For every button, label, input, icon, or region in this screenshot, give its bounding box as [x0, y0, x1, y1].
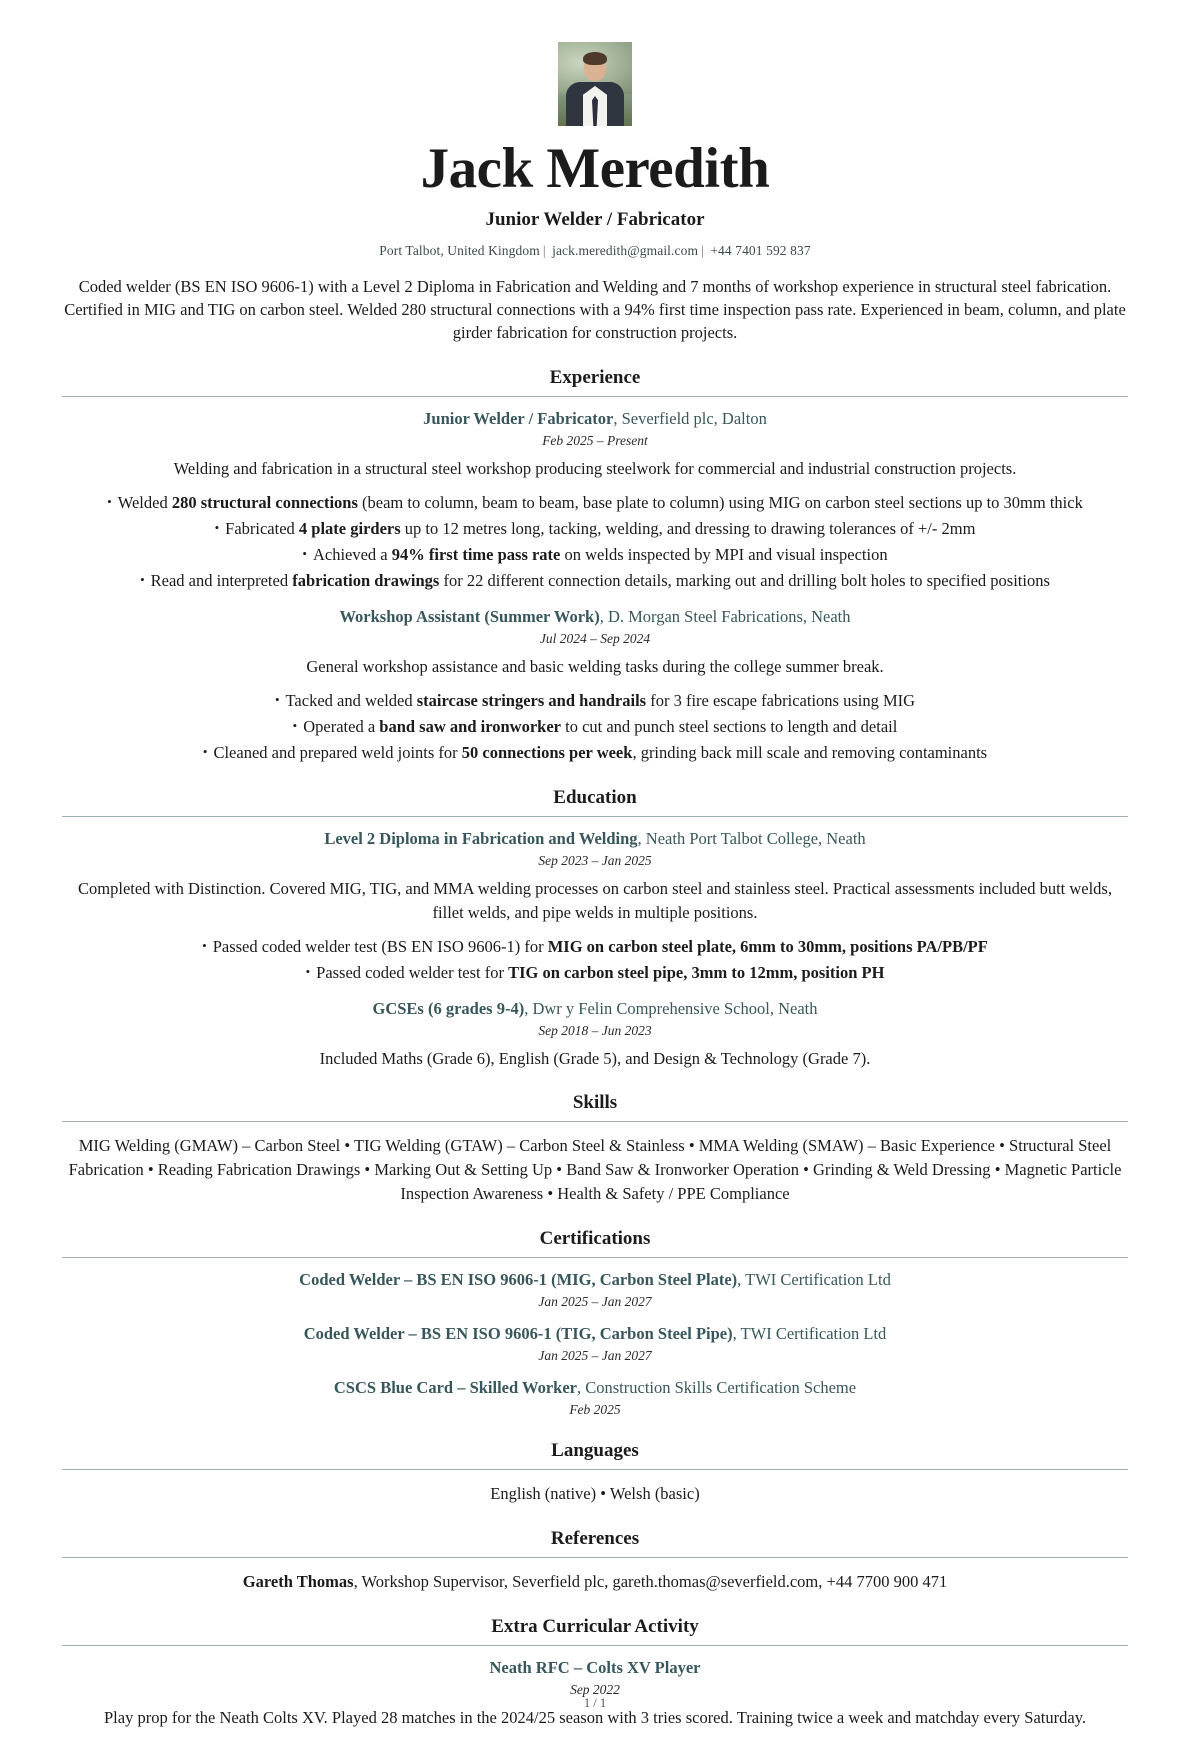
entry-role: GCSEs (6 grades 9-4): [372, 998, 525, 1018]
list-separator: •: [990, 1160, 1005, 1180]
section-education: [62, 787, 1128, 1070]
list-item: Magnetic Particle Inspection Awareness: [400, 1160, 1122, 1204]
photo-hair: [583, 52, 607, 65]
entry-description: Play prop for the Neath Colts XV. Played 28 matches in the 2024/25 season with 3 tries scored. Training twice a week and matchday every Saturday.: [104, 1707, 1086, 1727]
list-separator: •: [552, 1160, 567, 1180]
section-extra-curricular: [62, 1616, 1128, 1729]
reference-entry: [62, 1570, 1128, 1594]
bullet-text-post: (beam to column, beam to beam, base plate to column) using MIG on carbon steel sections up to 30mm thick: [357, 493, 1083, 513]
entry-organisation: , Severfield plc, Dalton: [613, 408, 767, 428]
entry: [62, 1378, 1128, 1418]
list-separator: •: [798, 1160, 813, 1180]
entry-date: Jul 2024 – Sep 2024: [539, 630, 651, 646]
entry-organisation: , Dwr y Felin Comprehensive School, Neath: [524, 998, 818, 1018]
reference-details: , Workshop Supervisor, Severfield plc, gareth.thomas@severfield.com, +44 7700 900 471: [353, 1571, 948, 1591]
contact-separator-1: |: [542, 242, 546, 258]
bullet-text-post: up to 12 metres long, tacking, welding, and dressing to drawing tolerances of +/- 2mm: [400, 519, 976, 539]
entry-bullet: [62, 715, 1128, 739]
list-item: Band Saw & Ironworker Operation: [566, 1160, 799, 1180]
list-item: Health & Safety / PPE Compliance: [557, 1184, 790, 1204]
entry-organisation: , D. Morgan Steel Fabrications, Neath: [599, 606, 851, 626]
list-separator: •: [340, 1136, 354, 1156]
bullet-text-post: for 3 fire escape fabrications using MIG: [646, 691, 916, 711]
entry-bullet-list: [62, 935, 1128, 985]
section-divider: [62, 1257, 1128, 1258]
entry: [62, 409, 1128, 593]
entry: [62, 607, 1128, 765]
section-certifications: [62, 1228, 1128, 1418]
entry-title: [62, 607, 1128, 627]
entry-description: General workshop assistance and basic welding tasks during the college summer break.: [306, 656, 884, 676]
bullet-text-pre: Tacked and welded: [285, 691, 417, 711]
list-item: Marking Out & Setting Up: [374, 1160, 553, 1180]
bullet-text-post: on welds inspected by MPI and visual inspection: [560, 545, 888, 565]
section-experience: [62, 367, 1128, 765]
entry-date: Sep 2022: [570, 1681, 620, 1697]
bullet-text-pre: Operated a: [303, 717, 380, 737]
list-item: Structural Steel Fabrication: [68, 1136, 1112, 1180]
entry-bullet: [62, 569, 1128, 593]
entry-bullet: [62, 741, 1128, 765]
certification-entry-list: [62, 1270, 1128, 1418]
bullet-highlight: MIG on carbon steel plate, 6mm to 30mm, positions PA/PB/PF: [547, 936, 988, 956]
entry-organisation: , TWI Certification Ltd: [737, 1269, 891, 1289]
entry-role: CSCS Blue Card – Skilled Worker: [333, 1377, 577, 1397]
entry-bullet: [62, 689, 1128, 713]
bullet-highlight: fabrication drawings: [292, 571, 440, 590]
bullet-text-post: , grinding back mill scale and removing contaminants: [632, 743, 988, 763]
bullet-text-pre: Passed coded welder test for: [316, 962, 509, 982]
entry-role: Coded Welder – BS EN ISO 9606-1 (MIG, Carbon Steel Plate): [299, 1269, 738, 1289]
page-indicator: 1 / 1: [583, 1696, 607, 1711]
entry-date: Sep 2018 – Jun 2023: [538, 1022, 652, 1038]
contact-line: [62, 243, 1128, 259]
list-item: Reading Fabrication Drawings: [157, 1160, 361, 1180]
entry-title: [62, 1378, 1128, 1398]
entry-bullet-list: [62, 491, 1128, 593]
bullet-highlight: 94% first time pass rate: [391, 545, 561, 565]
bullet-text-pre: Fabricated: [225, 519, 299, 539]
entry-role: Level 2 Diploma in Fabrication and Welding: [324, 829, 638, 849]
bullet-text-pre: Achieved a: [312, 545, 392, 565]
bullet-text-pre: Welded: [117, 493, 172, 513]
list-separator: •: [684, 1136, 699, 1156]
section-divider: [62, 396, 1128, 397]
section-divider: [62, 1557, 1128, 1558]
entry-bullet: [62, 491, 1128, 515]
entry-bullet: [62, 517, 1128, 541]
list-separator: •: [360, 1160, 375, 1180]
bullet-text-pre: Read and interpreted: [150, 571, 293, 590]
contact-location: Port Talbot, United Kingdom: [379, 242, 540, 258]
bullet-highlight: TIG on carbon steel pipe, 3mm to 12mm, position PH: [508, 962, 885, 982]
candidate-headline: Junior Welder / Fabricator: [485, 208, 705, 230]
entry-title: [62, 1270, 1128, 1290]
contact-email[interactable]: jack.meredith@gmail.com: [552, 242, 699, 258]
entry-date: Feb 2025: [569, 1401, 621, 1417]
list-item: MIG Welding (GMAW) – Carbon Steel: [78, 1136, 341, 1156]
languages-list: [62, 1482, 1128, 1506]
photo-container: [62, 42, 1128, 126]
entry-title: [62, 999, 1128, 1019]
avatar: [558, 42, 632, 126]
section-title-education: Education: [553, 787, 637, 809]
bullet-text-post: to cut and punch steel sections to length and detail: [560, 717, 898, 737]
bullet-text-post: for 22 different connection details, marking out and drilling bolt holes to specified positions: [439, 571, 1050, 590]
extra-curricular-entry-list: [62, 1658, 1128, 1729]
education-entry-list: [62, 829, 1128, 1070]
section-divider: [62, 816, 1128, 817]
professional-summary: Coded welder (BS EN ISO 9606-1) with a Level 2 Diploma in Fabrication and Welding and 7 months of workshop experience in structural steel fabrication. Certified in MIG and TIG on carbon steel. Welded 280 structural connections with a 94% first time inspection pass rate. Experienced in beam, column, and plate girder fabrication for construction projects.: [64, 276, 1126, 343]
section-title-experience: Experience: [549, 366, 641, 388]
section-title-references: References: [550, 1527, 640, 1549]
entry-description: Completed with Distinction. Covered MIG, TIG, and MMA welding processes on carbon steel and stainless steel. Practical assessments included butt welds, fillet welds, and pipe welds in multiple positions.: [78, 879, 1112, 922]
entry: [62, 1658, 1128, 1729]
entry: [62, 999, 1128, 1070]
entry-description: Included Maths (Grade 6), English (Grade 5), and Design & Technology (Grade 7).: [319, 1048, 871, 1068]
section-title-certifications: Certifications: [539, 1227, 651, 1249]
entry-bullet: [62, 935, 1128, 959]
skills-list: [62, 1134, 1128, 1206]
entry-organisation: , Construction Skills Certification Scheme: [577, 1377, 857, 1397]
bullet-highlight: 4 plate girders: [298, 519, 401, 539]
section-divider: [62, 1645, 1128, 1646]
list-separator: •: [596, 1483, 610, 1503]
entry-title: [62, 1658, 1128, 1678]
bullet-highlight: 50 connections per week: [461, 743, 633, 763]
bullet-highlight: 280 structural connections: [171, 493, 358, 513]
section-divider: [62, 1469, 1128, 1470]
entry: [62, 1270, 1128, 1310]
section-title-languages: Languages: [551, 1439, 639, 1461]
entry-role: Neath RFC – Colts XV Player: [489, 1657, 701, 1677]
list-separator: •: [995, 1136, 1010, 1156]
list-item: Welsh (basic): [609, 1483, 700, 1503]
list-separator: •: [143, 1160, 158, 1180]
section-title-extra-curricular: Extra Curricular Activity: [491, 1615, 699, 1637]
entry-organisation: , Neath Port Talbot College, Neath: [637, 829, 866, 849]
section-title-skills: Skills: [572, 1092, 618, 1114]
entry: [62, 829, 1128, 985]
list-item: English (native): [490, 1483, 597, 1503]
entry-title: [62, 409, 1128, 429]
entry-role: Coded Welder – BS EN ISO 9606-1 (TIG, Carbon Steel Pipe): [303, 1323, 733, 1343]
list-item: Grinding & Weld Dressing: [813, 1160, 991, 1180]
entry-date: Feb 2025 – Present: [542, 432, 648, 448]
bullet-text-pre: Cleaned and prepared weld joints for: [213, 743, 462, 763]
entry-title: [62, 829, 1128, 849]
entry-organisation: , TWI Certification Ltd: [732, 1323, 887, 1343]
contact-phone[interactable]: +44 7401 592 837: [710, 242, 811, 258]
entry: [62, 1324, 1128, 1364]
section-languages: [62, 1440, 1128, 1506]
candidate-name: Jack Meredith: [420, 137, 770, 200]
bullet-highlight: band saw and ironworker: [379, 717, 561, 737]
entry-description: Welding and fabrication in a structural steel workshop producing steelwork for commercial and industrial construction projects.: [173, 458, 1017, 478]
bullet-highlight: staircase stringers and handrails: [416, 691, 647, 711]
entry-title: [62, 1324, 1128, 1344]
entry-bullet: [62, 543, 1128, 567]
entry-role: Workshop Assistant (Summer Work): [339, 606, 600, 626]
reference-name: Gareth Thomas: [242, 1571, 354, 1591]
contact-separator-2: |: [701, 242, 704, 258]
entry-date: Sep 2023 – Jan 2025: [538, 853, 652, 869]
section-references: [62, 1528, 1128, 1594]
bullet-text-pre: Passed coded welder test (BS EN ISO 9606-1) for: [212, 936, 548, 956]
list-item: TIG Welding (GTAW) – Carbon Steel & Stainless: [353, 1136, 685, 1156]
section-skills: [62, 1092, 1128, 1206]
entry-bullet-list: [62, 689, 1128, 765]
entry-date: Jan 2025 – Jan 2027: [538, 1293, 652, 1309]
list-item: MMA Welding (SMAW) – Basic Experience: [698, 1136, 996, 1156]
entry-date: Jan 2025 – Jan 2027: [538, 1347, 652, 1363]
entry-bullet: [62, 961, 1128, 985]
experience-entry-list: [62, 409, 1128, 765]
list-separator: •: [543, 1184, 558, 1204]
entry-role: Junior Welder / Fabricator: [423, 408, 614, 428]
section-divider: [62, 1121, 1128, 1122]
